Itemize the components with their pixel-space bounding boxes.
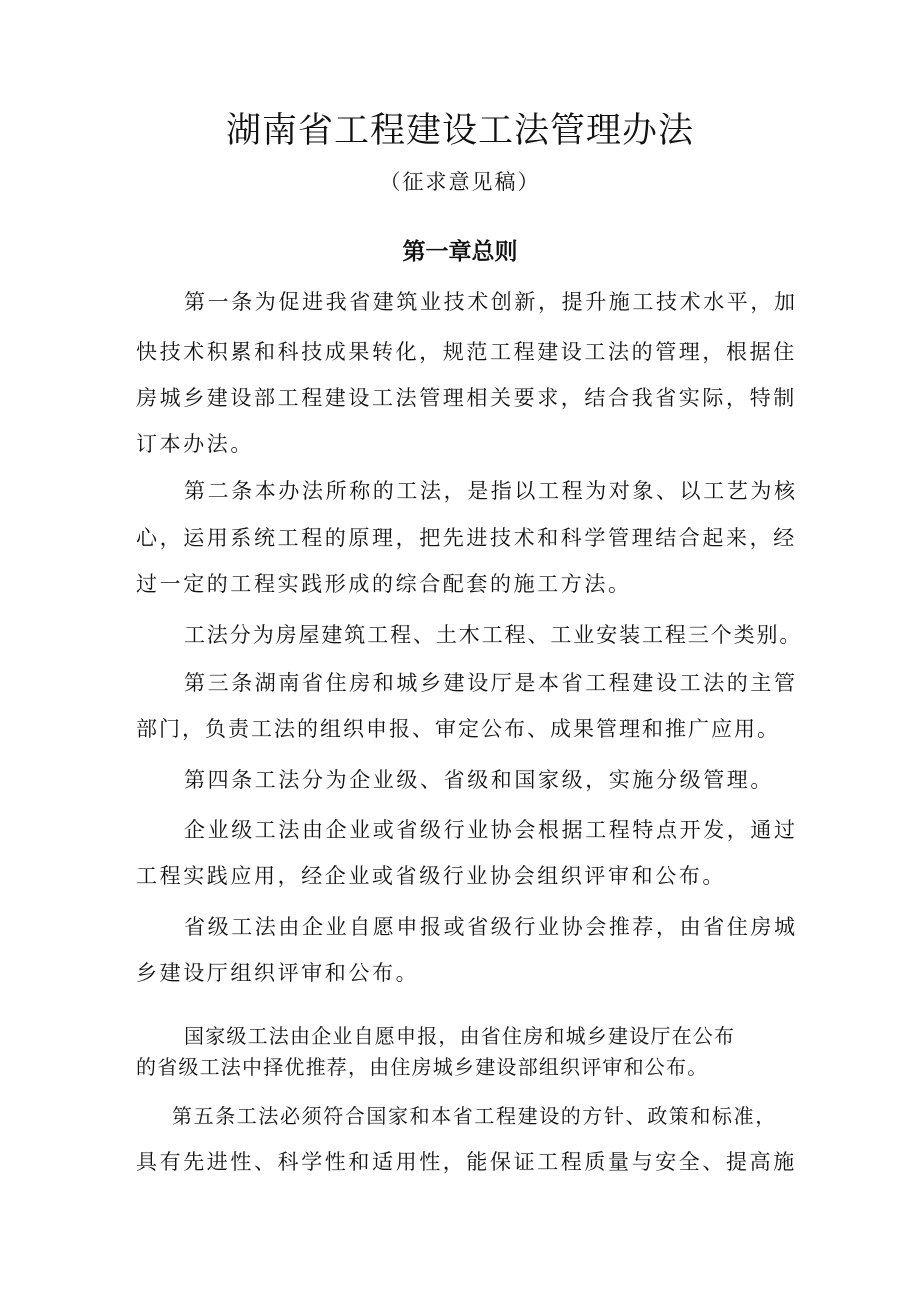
paragraph-line: 工法分为房屋建筑工程、土木工程、工业安装工程三个类别。 <box>184 623 803 647</box>
paragraph-line: 企业级工法由企业或省级行业协会根据工程特点开发，通过 <box>184 818 798 842</box>
paragraph-line: 工程实践应用，经企业或省级行业协会组织评审和公布。 <box>136 864 726 888</box>
paragraph-line: 国家级工法由企业自愿申报，由省住房和城乡建设厅在公布 <box>184 1024 736 1048</box>
paragraph-line: 具有先进性、科学性和适用性，能保证工程质量与安全、提高施 <box>136 1150 797 1174</box>
paragraph-line: 第三条湖南省住房和城乡建设厅是本省工程建设工法的主管 <box>184 671 798 695</box>
paragraph-line: 心，运用系统工程的原理，把先进技术和科学管理结合起来，经 <box>136 526 797 550</box>
document-subtitle: （征求意见稿） <box>379 170 541 194</box>
paragraph-line: 第五条工法必须符合国家和本省工程建设的方针、政策和标准， <box>172 1104 777 1128</box>
chapter-heading: 第一章总则 <box>402 239 518 265</box>
paragraph-line: 第四条工法分为企业级、省级和国家级，实施分级管理。 <box>184 768 774 792</box>
paragraph-line: 省级工法由企业自愿申报或省级行业协会推荐，由省住房城 <box>184 915 798 939</box>
paragraph-line: 的省级工法中择优推荐，由住房城乡建设部组织评审和公布。 <box>136 1055 709 1079</box>
paragraph-line: 乡建设厅组织评审和公布。 <box>136 961 420 985</box>
paragraph-line: 订本办法。 <box>136 432 254 456</box>
paragraph-line: 过一定的工程实践形成的综合配套的施工方法。 <box>136 572 632 596</box>
paragraph-line: 房城乡建设部工程建设工法管理相关要求，结合我省实际，特制 <box>136 386 797 410</box>
paragraph-line: 快技术积累和科技成果转化，规范工程建设工法的管理，根据住 <box>136 340 797 364</box>
document-title: 湖南省工程建设工法管理办法 <box>225 111 694 151</box>
paragraph-line: 部门，负责工法的组织申报、审定公布、成果管理和推广应用。 <box>136 717 780 741</box>
paragraph-line: 第一条为促进我省建筑业技术创新，提升施工技术水平，加 <box>184 290 798 314</box>
paragraph-line: 第二条本办法所称的工法，是指以工程为对象、以工艺为核 <box>184 479 798 503</box>
